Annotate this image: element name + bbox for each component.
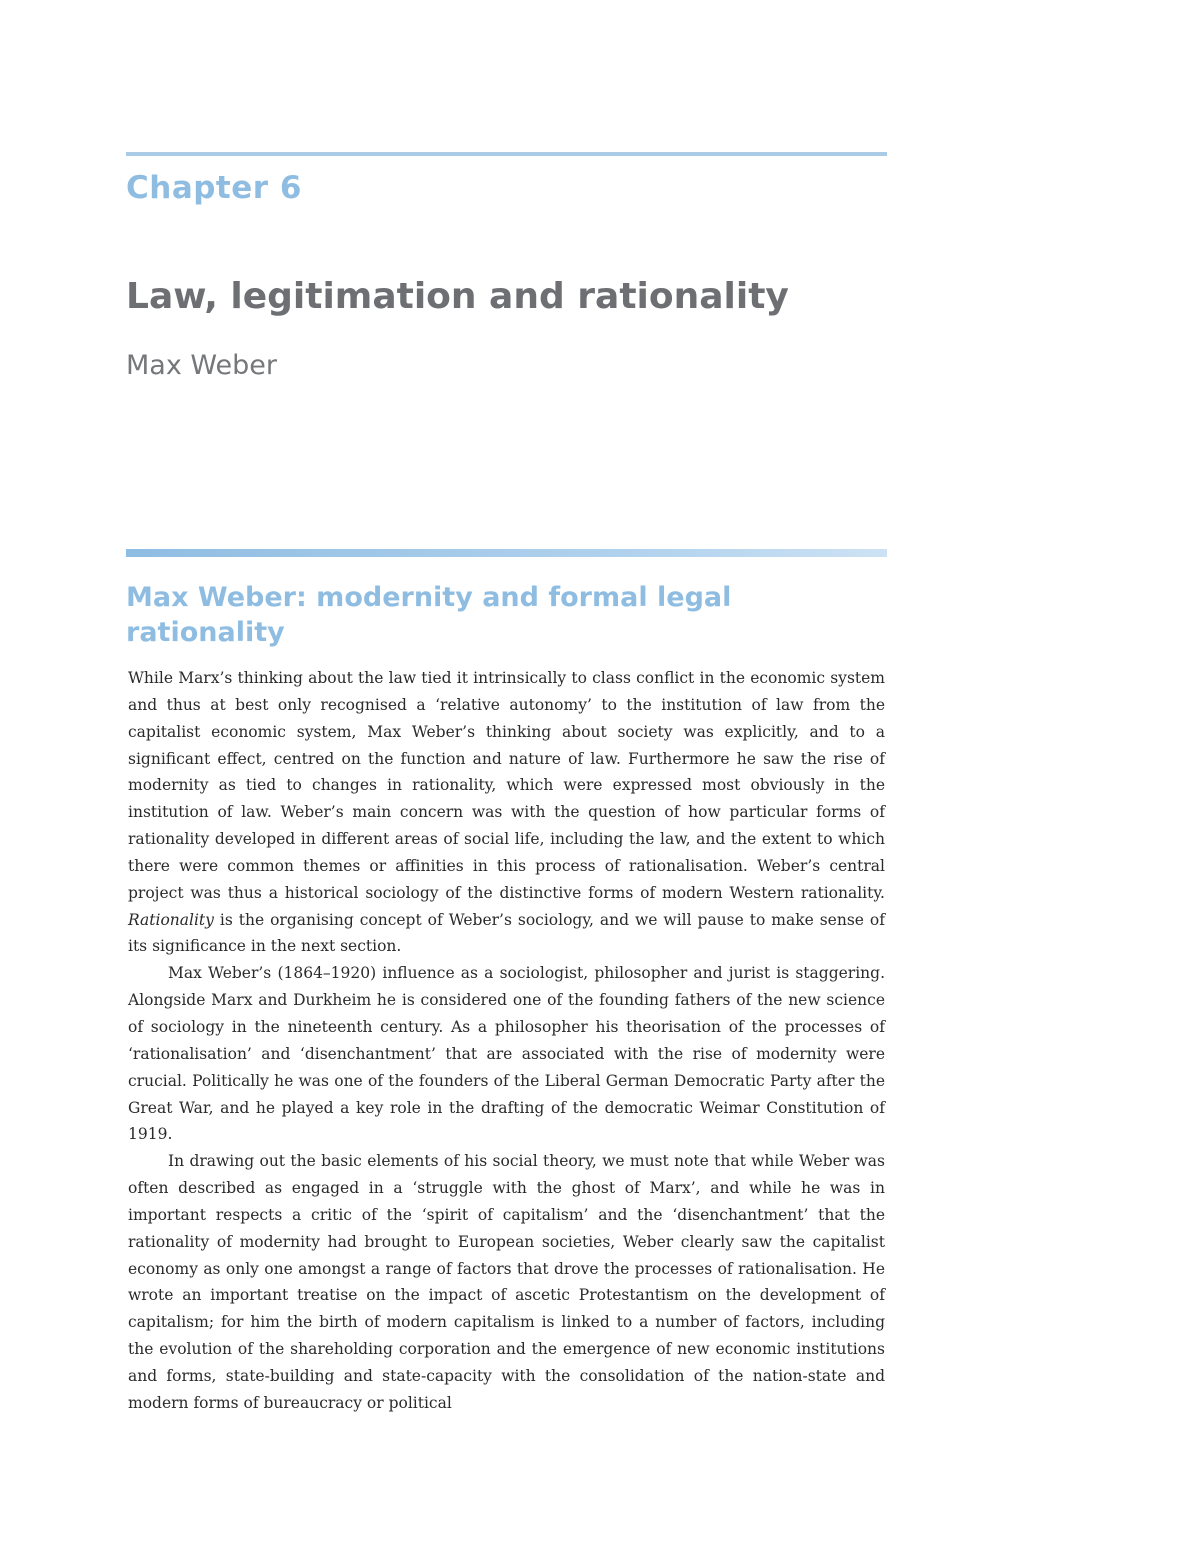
top-divider-rule [126, 152, 887, 156]
body-text [128, 665, 885, 1417]
section-heading-line-1: Max Weber: modernity and formal legal [126, 582, 732, 613]
paragraph-1-emphasis: Rationality [128, 910, 214, 929]
paragraph-3: In drawing out the basic elements of his social theory, we must note that while Weber was often described as engaged in a ‘struggle with the ghost of Marx’, and while he was in important respects a critic of the ‘spirit of capitalism’ and the ‘disenchantment’ that the rationality of modernity had brought to European societies, Weber clearly saw the capitalist economy as only one amongst a range of factors that drove the processes of rationalisation. He wrote an important treatise on the impact of ascetic Protestantism on the development of capitalism; for him the birth of modern capitalism is linked to a number of factors, including the evolution of the shareholding corporation and the emergence of new economic institutions and forms, state-building and state-capacity with the consolidation of the nation-state and modern forms of bureaucracy or political [128, 1152, 885, 1412]
paragraph-2: Max Weber’s (1864–1920) influence as a sociologist, philosopher and jurist is staggering. Alongside Marx and Durkheim he is considered one of the founding fathers of the new science of sociology in the nineteenth century. As a philosopher his theorisation of the processes of ‘rationalisation’ and ‘disenchantment’ that are associated with the rise of modernity were crucial. Politically he was one of the founders of the Liberal German Democratic Party after the Great War, and he played a key role in the drafting of the democratic Weimar Constitution of 1919. [128, 964, 885, 1144]
section-divider-rule [126, 549, 887, 557]
section-heading [126, 580, 826, 650]
chapter-number: Chapter 6 [126, 170, 302, 206]
paragraph-1-text-b: is the organising concept of Weber’s sociology, and we will pause to make sense of its significance in the next section. [128, 910, 885, 956]
chapter-author: Max Weber [126, 350, 277, 381]
paragraph-1 [128, 665, 885, 960]
paragraph-1-text-a: While Marx’s thinking about the law tied it intrinsically to class conflict in the economic system and thus at best only recognised a ‘relative autonomy’ to the institution of law from the capitalist economic system, Max Weber’s thinking about society was explicitly, and to a significant effect, centred on the function and nature of law. Furthermore he saw the rise of modernity as tied to changes in rationality, which were expressed most obviously in the institution of law. Weber’s main concern was with the question of how particular forms of rationality developed in different areas of social life, including the law, and the extent to which there were common themes or affinities in this process of rationalisation. Weber’s central project was thus a historical sociology of the distinctive forms of modern Western rationality. [128, 669, 885, 902]
section-heading-line-2: rationality [126, 617, 285, 648]
chapter-title: Law, legitimation and rationality [126, 276, 789, 317]
